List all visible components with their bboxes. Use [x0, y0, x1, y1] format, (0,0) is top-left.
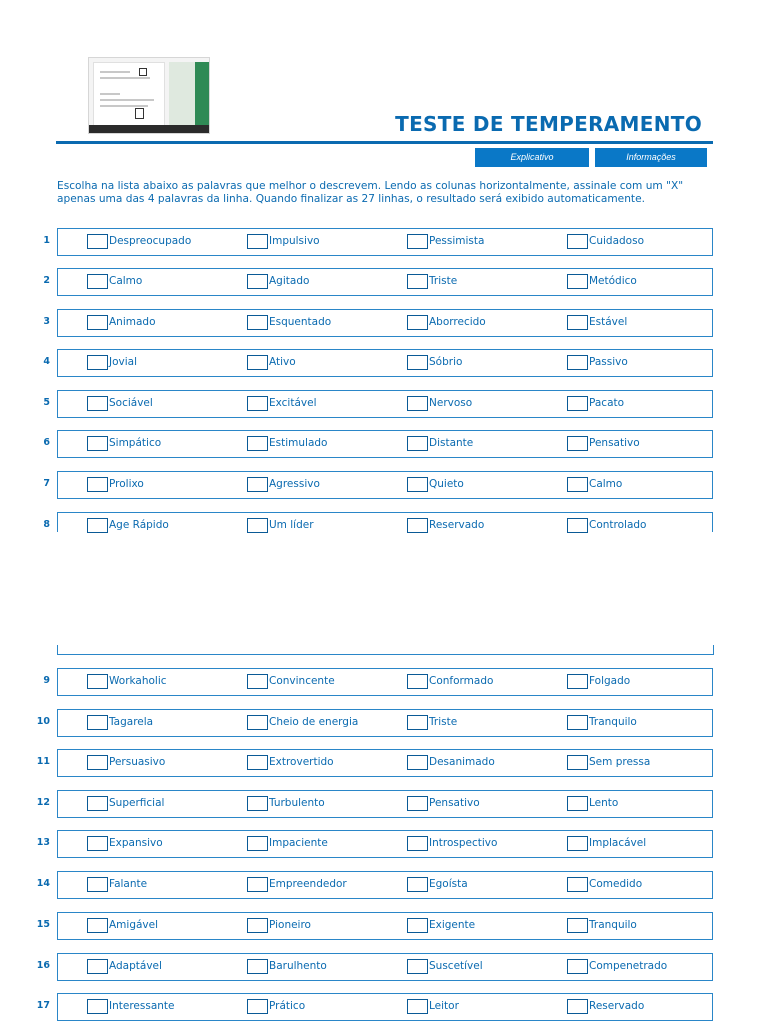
question-row	[34, 912, 714, 940]
option-checkbox[interactable]	[567, 436, 588, 451]
row-number: 13	[36, 837, 50, 848]
row-number: 9	[43, 675, 50, 686]
option-label: Nervoso	[429, 397, 473, 409]
option-checkbox[interactable]	[87, 436, 108, 451]
option-label: Expansivo	[109, 837, 163, 849]
option-label: Animado	[109, 316, 156, 328]
thumbnail-taskbar	[89, 125, 209, 133]
option-label: Simpático	[109, 437, 162, 449]
option-checkbox[interactable]	[247, 755, 268, 770]
question-row	[34, 709, 714, 737]
option-checkbox[interactable]	[567, 518, 588, 533]
row-number: 4	[43, 356, 50, 367]
question-row	[34, 871, 714, 899]
option-checkbox[interactable]	[87, 918, 108, 933]
option-label: Falante	[109, 878, 148, 890]
option-checkbox[interactable]	[407, 436, 428, 451]
row-number: 6	[43, 437, 50, 448]
option-label: Tranquilo	[589, 919, 637, 931]
option-checkbox[interactable]	[407, 715, 428, 730]
option-label: Quieto	[429, 478, 464, 490]
option-label: Reservado	[589, 1000, 645, 1012]
option-checkbox[interactable]	[567, 999, 588, 1014]
option-checkbox[interactable]	[247, 315, 268, 330]
option-checkbox[interactable]	[407, 999, 428, 1014]
option-checkbox[interactable]	[87, 959, 108, 974]
question-row	[34, 830, 714, 858]
option-label: Lento	[589, 797, 619, 809]
option-checkbox[interactable]	[567, 355, 588, 370]
row-number: 7	[43, 478, 50, 489]
question-row	[34, 430, 714, 458]
option-checkbox[interactable]	[247, 518, 268, 533]
row-number: 2	[43, 275, 50, 286]
option-checkbox[interactable]	[87, 999, 108, 1014]
option-checkbox[interactable]	[247, 234, 268, 249]
option-label: Triste	[429, 275, 458, 287]
option-checkbox[interactable]	[87, 836, 108, 851]
option-checkbox[interactable]	[567, 796, 588, 811]
option-label: Sem pressa	[589, 756, 651, 768]
option-label: Pensativo	[589, 437, 640, 449]
option-label: Pessimista	[429, 235, 485, 247]
option-checkbox[interactable]	[247, 396, 268, 411]
option-label: Age Rápido	[109, 519, 169, 531]
option-label: Calmo	[109, 275, 143, 287]
option-label: Amigável	[109, 919, 159, 931]
option-checkbox[interactable]	[247, 959, 268, 974]
option-checkbox[interactable]	[247, 436, 268, 451]
option-checkbox[interactable]	[407, 396, 428, 411]
option-label: Sociável	[109, 397, 153, 409]
option-label: Agitado	[269, 275, 310, 287]
option-label: Compenetrado	[589, 960, 668, 972]
row-number: 15	[36, 919, 50, 930]
screenshot-thumbnail	[88, 57, 210, 134]
thumbnail-document	[93, 62, 165, 126]
row-number: 14	[36, 878, 50, 889]
option-label: Reservado	[429, 519, 485, 531]
option-label: Pioneiro	[269, 919, 311, 931]
question-row	[34, 668, 714, 696]
option-label: Cheio de energia	[269, 716, 359, 728]
option-checkbox[interactable]	[87, 674, 108, 689]
option-label: Folgado	[589, 675, 631, 687]
option-label: Passivo	[589, 356, 628, 368]
option-label: Aborrecido	[429, 316, 486, 328]
option-checkbox[interactable]	[87, 355, 108, 370]
option-label: Pensativo	[429, 797, 480, 809]
option-checkbox[interactable]	[567, 477, 588, 492]
option-checkbox[interactable]	[407, 355, 428, 370]
option-label: Workaholic	[109, 675, 167, 687]
option-checkbox[interactable]	[247, 877, 268, 892]
option-checkbox[interactable]	[247, 715, 268, 730]
row-number: 16	[36, 960, 50, 971]
option-checkbox[interactable]	[567, 674, 588, 689]
option-label: Impaciente	[269, 837, 328, 849]
option-checkbox[interactable]	[567, 396, 588, 411]
option-label: Triste	[429, 716, 458, 728]
title-divider	[56, 141, 713, 144]
question-row	[34, 953, 714, 981]
option-label: Calmo	[589, 478, 623, 490]
row-number: 12	[36, 797, 50, 808]
option-label: Introspectivo	[429, 837, 498, 849]
option-label: Metódico	[589, 275, 637, 287]
option-label: Despreocupado	[109, 235, 192, 247]
option-label: Turbulento	[269, 797, 325, 809]
option-checkbox[interactable]	[567, 877, 588, 892]
option-checkbox[interactable]	[87, 315, 108, 330]
option-checkbox[interactable]	[247, 674, 268, 689]
row-number: 10	[36, 716, 50, 727]
row-frame-tail	[57, 645, 714, 655]
option-checkbox[interactable]	[247, 355, 268, 370]
question-row	[34, 993, 714, 1021]
page-title: TESTE DE TEMPERAMENTO	[395, 112, 702, 136]
option-checkbox[interactable]	[407, 477, 428, 492]
question-row	[34, 349, 714, 377]
explicativo-button[interactable]: Explicativo	[475, 148, 589, 167]
option-checkbox[interactable]	[87, 234, 108, 249]
option-checkbox[interactable]	[87, 755, 108, 770]
option-checkbox[interactable]	[407, 518, 428, 533]
question-row	[34, 512, 714, 532]
option-label: Um líder	[269, 519, 314, 531]
option-label: Impulsivo	[269, 235, 320, 247]
option-label: Pacato	[589, 397, 625, 409]
option-label: Ativo	[269, 356, 296, 368]
option-checkbox[interactable]	[407, 796, 428, 811]
option-label: Controlado	[589, 519, 647, 531]
question-row	[34, 228, 714, 256]
option-checkbox[interactable]	[407, 234, 428, 249]
question-row	[34, 471, 714, 499]
row-number: 11	[36, 756, 50, 767]
option-label: Prático	[269, 1000, 306, 1012]
option-label: Agressivo	[269, 478, 320, 490]
option-checkbox[interactable]	[567, 234, 588, 249]
row-number: 5	[43, 397, 50, 408]
question-row	[34, 390, 714, 418]
option-checkbox[interactable]	[247, 836, 268, 851]
option-label: Conformado	[429, 675, 494, 687]
option-label: Estável	[589, 316, 628, 328]
option-label: Superficial	[109, 797, 165, 809]
row-number: 17	[36, 1000, 50, 1011]
option-checkbox[interactable]	[247, 918, 268, 933]
question-row	[34, 268, 714, 296]
option-label: Comedido	[589, 878, 643, 890]
option-label: Distante	[429, 437, 474, 449]
option-checkbox[interactable]	[407, 836, 428, 851]
row-number: 3	[43, 316, 50, 327]
option-checkbox[interactable]	[567, 836, 588, 851]
option-checkbox[interactable]	[567, 959, 588, 974]
option-label: Suscetível	[429, 960, 483, 972]
option-checkbox[interactable]	[567, 918, 588, 933]
option-label: Implacável	[589, 837, 647, 849]
option-checkbox[interactable]	[87, 796, 108, 811]
option-checkbox[interactable]	[407, 918, 428, 933]
option-checkbox[interactable]	[87, 396, 108, 411]
option-label: Extrovertido	[269, 756, 334, 768]
option-checkbox[interactable]	[407, 877, 428, 892]
instructions-text: Escolha na lista abaixo as palavras que melhor o descrevem. Lendo as colunas horizontalmente, assinale com um "X" apenas uma das 4 palavras da linha. Quando finalizar as 27 linhas, o resultado será exibido automaticamente.	[57, 180, 684, 205]
option-checkbox[interactable]	[567, 315, 588, 330]
option-checkbox[interactable]	[407, 674, 428, 689]
option-checkbox[interactable]	[407, 959, 428, 974]
option-checkbox[interactable]	[567, 274, 588, 289]
option-label: Tranquilo	[589, 716, 637, 728]
option-label: Interessante	[109, 1000, 175, 1012]
option-checkbox[interactable]	[87, 877, 108, 892]
option-label: Empreendedor	[269, 878, 347, 890]
thumbnail-sidebar	[169, 62, 209, 126]
question-row	[34, 749, 714, 777]
option-label: Egoísta	[429, 878, 468, 890]
row-number: 8	[43, 519, 50, 530]
question-row	[34, 790, 714, 818]
question-row	[34, 309, 714, 337]
option-checkbox[interactable]	[87, 477, 108, 492]
option-checkbox[interactable]	[247, 999, 268, 1014]
option-label: Esquentado	[269, 316, 332, 328]
option-checkbox[interactable]	[87, 274, 108, 289]
option-checkbox[interactable]	[247, 274, 268, 289]
option-label: Prolixo	[109, 478, 144, 490]
option-label: Leitor	[429, 1000, 459, 1012]
option-checkbox[interactable]	[247, 796, 268, 811]
option-checkbox[interactable]	[87, 518, 108, 533]
option-checkbox[interactable]	[407, 315, 428, 330]
option-checkbox[interactable]	[407, 274, 428, 289]
row-number: 1	[43, 235, 50, 246]
option-label: Persuasivo	[109, 756, 166, 768]
option-label: Sóbrio	[429, 356, 463, 368]
option-label: Excitável	[269, 397, 317, 409]
option-label: Barulhento	[269, 960, 327, 972]
option-label: Cuidadoso	[589, 235, 644, 247]
option-label: Convincente	[269, 675, 335, 687]
informacoes-button[interactable]: Informações	[595, 148, 707, 167]
option-label: Exigente	[429, 919, 476, 931]
option-label: Jovial	[109, 356, 138, 368]
option-label: Tagarela	[109, 716, 154, 728]
option-label: Estimulado	[269, 437, 328, 449]
option-checkbox[interactable]	[567, 715, 588, 730]
option-checkbox[interactable]	[407, 755, 428, 770]
option-checkbox[interactable]	[87, 715, 108, 730]
option-label: Adaptável	[109, 960, 162, 972]
option-label: Desanimado	[429, 756, 495, 768]
option-checkbox[interactable]	[247, 477, 268, 492]
option-checkbox[interactable]	[567, 755, 588, 770]
